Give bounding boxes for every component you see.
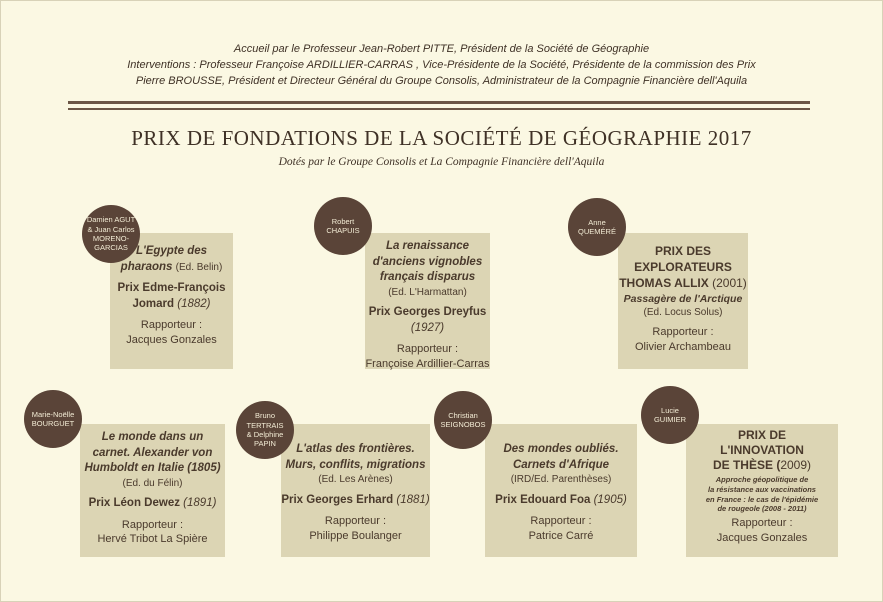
publisher: (IRD/Ed. Parenthèses) <box>510 474 612 486</box>
thesis-title: Approche géopolitique de la résistance aux vaccinations en France : le cas de l'épidémie de rougeole (2008 - 2011) <box>705 475 819 514</box>
laureate-badge-agut-moreno: Damien AGUT & Juan Carlos MORENO-GARCIAS <box>82 205 140 263</box>
page-subtitle: Dotés par le Groupe Consolis et La Compagnie Financière dell'Aquila <box>278 156 605 168</box>
rapporteur-label: Rapporteur : <box>652 326 714 339</box>
prize-name: Prix Edme-François Jomard (1882) <box>117 282 226 310</box>
prize-name: Prix Georges Erhard (1881) <box>281 493 430 506</box>
award-card-dreyfus <box>365 233 490 369</box>
prize-name: Prix Georges Dreyfus (1927) <box>368 306 487 334</box>
publisher: (Ed. du Félin) <box>122 477 183 489</box>
page-title: PRIX DE FONDATIONS DE LA SOCIÉTÉ DE GÉOGRAPHIE 2017 <box>131 126 752 150</box>
publisher: (Ed. Locus Solus) <box>643 306 723 318</box>
award-card-foa <box>485 424 637 557</box>
rapporteur-name: Philippe Boulanger <box>309 529 402 542</box>
rapporteur-label: Rapporteur : <box>530 515 592 528</box>
laureate-badge-guimier: Lucie GUIMIER <box>641 386 699 444</box>
rapporteur-label: Rapporteur : <box>140 319 203 332</box>
laureate-badge-tertrais-papin: Bruno TERTRAIS & Delphine PAPIN <box>236 401 294 459</box>
rapporteur-name: Patrice Carré <box>528 529 594 542</box>
laureate-badge-seignobos: Christian SEIGNOBOS <box>434 391 492 449</box>
book-title: La renaissance d'anciens vignobles français disparus <box>372 240 483 284</box>
rapporteur-name: Françoise Ardillier-Carras <box>365 357 490 370</box>
laureate-badge-quemere: Anne QUEMÉRÉ <box>568 198 626 256</box>
rapporteur-label: Rapporteur : <box>731 517 793 529</box>
award-card-erhard <box>281 424 430 557</box>
book-title: Des mondes oubliés. Carnets d'Afrique <box>503 443 619 471</box>
divider-thick <box>68 101 810 104</box>
prize-name: Prix Léon Dewez (1891) <box>88 497 217 510</box>
prize-name: PRIX DE L'INNOVATION DE THÈSE (2009) <box>712 428 812 472</box>
award-card-dewez <box>80 424 225 557</box>
divider-thin <box>68 108 810 110</box>
laureate-badge-bourguet: Marie-Noëlle BOURGUET <box>24 390 82 448</box>
rapporteur-name: Jacques Gonzales <box>126 333 217 346</box>
rapporteur-label: Rapporteur : <box>121 518 184 531</box>
rapporteur-name: Hervé Tribot La Spière <box>97 533 208 546</box>
book-title: Le monde dans un carnet. Alexander von Humboldt en Italie (1805) <box>84 431 221 475</box>
award-card-thomas-allix <box>618 233 748 369</box>
publisher: (Ed. L'Harmattan) <box>388 286 467 298</box>
rapporteur-label: Rapporteur : <box>324 515 387 528</box>
prize-name: PRIX DES EXPLORATEURS THOMAS ALLIX (2001) <box>619 244 747 291</box>
book-title: L'atlas des frontières. Murs, conflits, migrations <box>285 443 426 471</box>
laureate-badge-chapuis: Robert CHAPUIS <box>314 197 372 255</box>
rapporteur-label: Rapporteur : <box>396 343 459 356</box>
intro-line-1: Accueil par le Professeur Jean-Robert PITTE, Président de la Société de Géographie <box>233 43 650 55</box>
publisher: (Ed. Les Arènes) <box>318 474 393 486</box>
book-title: L'Egypte des pharaons (Ed. Belin) <box>120 245 223 273</box>
intro-line-2: Interventions : Professeur Françoise ARDILLIER-CARRAS , Vice-Présidente de la Société, Présidente de la commission des Prix <box>127 59 756 71</box>
prize-name: Prix Edouard Foa (1905) <box>495 493 627 506</box>
rapporteur-name: Olivier Archambeau <box>635 341 731 354</box>
rapporteur-name: Jacques Gonzales <box>716 531 808 544</box>
intro-line-3: Pierre BROUSSE, Président et Directeur Général du Groupe Consolis, Administrateur de la Compagnie Financière dell'Aquila <box>135 75 748 87</box>
book-title: Passagère de l'Arctique <box>623 292 743 305</box>
award-card-innovation-these <box>686 424 838 557</box>
